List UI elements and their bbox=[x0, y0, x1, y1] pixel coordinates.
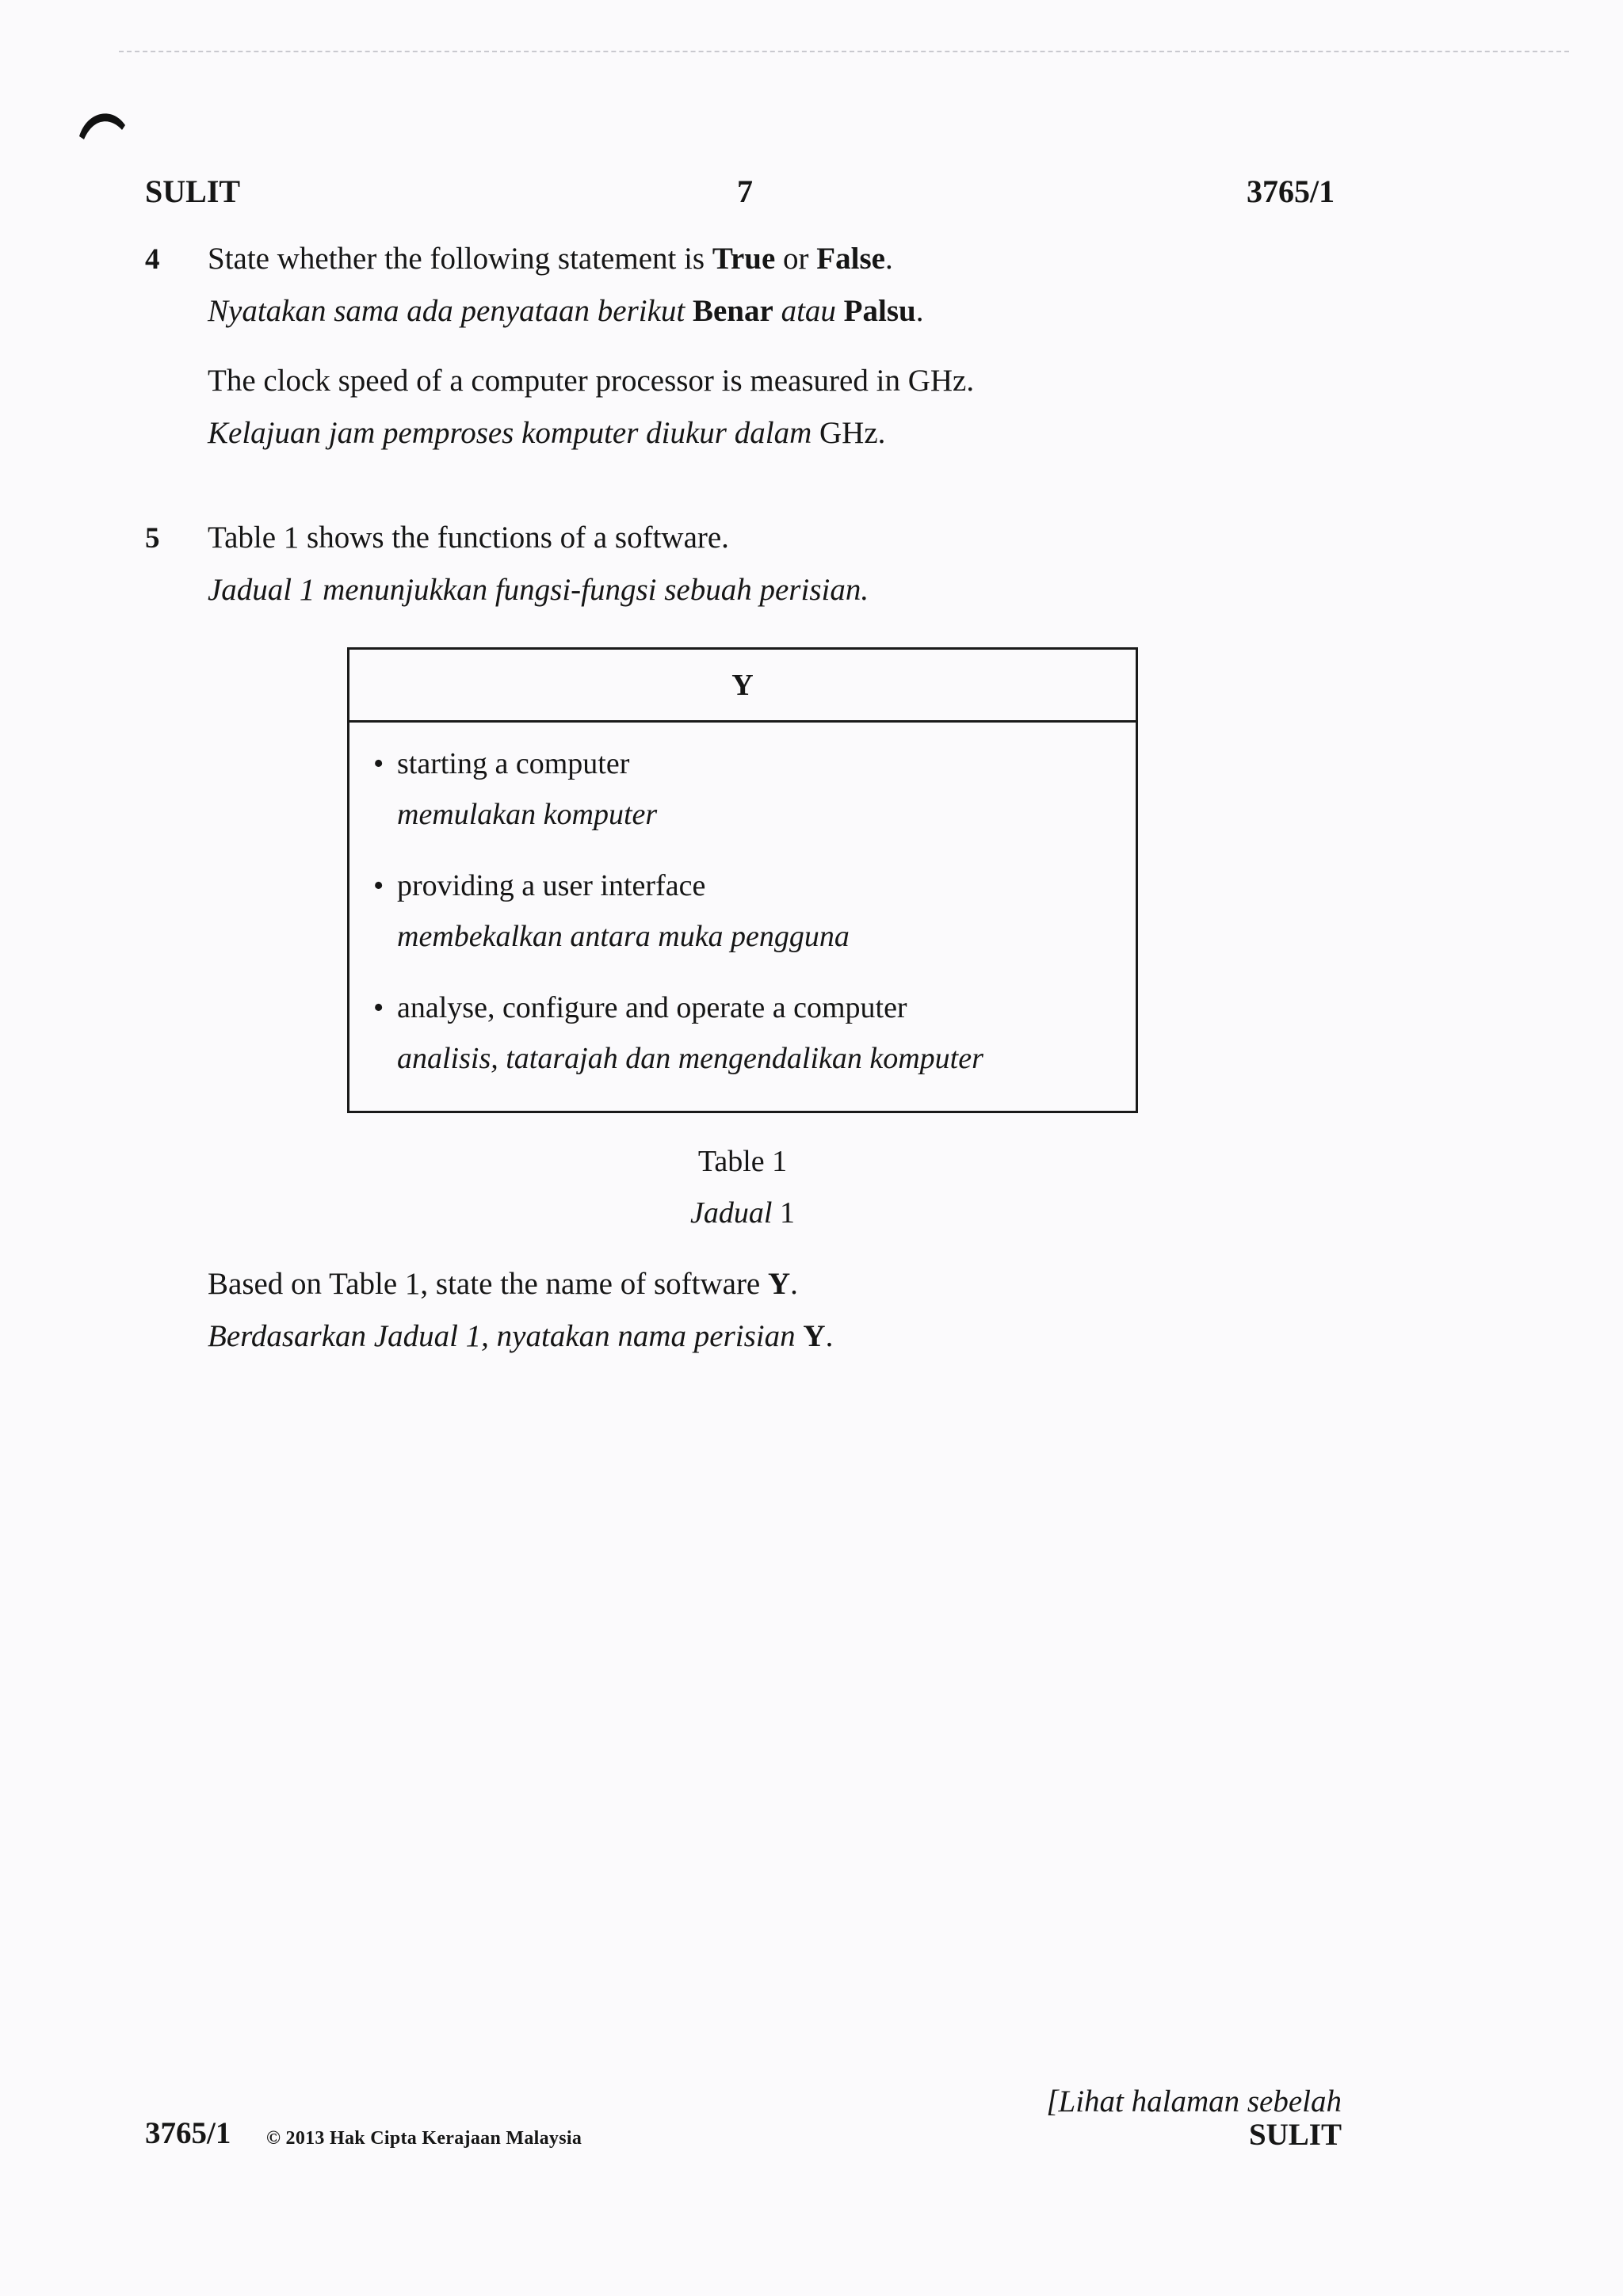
page-number: 7 bbox=[737, 174, 753, 209]
question-5-prompt-ms: Berdasarkan Jadual 1, nyatakan nama perisian Y. bbox=[208, 1319, 834, 1353]
question-5-intro-en: Table 1 shows the functions of a software. bbox=[208, 521, 729, 555]
table-item: • providing a user interface membekalkan antara muka pengguna bbox=[373, 869, 850, 953]
palsu-word: Palsu bbox=[843, 294, 916, 328]
question-4-statement-ms: Kelajuan jam pemproses komputer diukur dalam GHz. bbox=[208, 416, 886, 450]
copyright-notice: © 2013 Hak Cipta Kerajaan Malaysia bbox=[266, 2128, 582, 2149]
question-5-prompt-en: Based on Table 1, state the name of software Y. bbox=[208, 1267, 798, 1301]
next-page-note: [Lihat halaman sebelah bbox=[1046, 2084, 1342, 2119]
bullet-icon: • bbox=[373, 869, 384, 902]
benar-word: Benar bbox=[692, 294, 773, 328]
footer-paper-code: 3765/1 bbox=[145, 2116, 231, 2150]
table-caption-ms: Jadual 1 bbox=[690, 1196, 795, 1230]
scan-edge-line bbox=[119, 51, 1569, 52]
header-sulit: SULIT bbox=[145, 174, 241, 209]
question-5-intro-ms: Jadual 1 menunjukkan fungsi-fungsi sebuah perisian. bbox=[208, 573, 869, 607]
question-5-number: 5 bbox=[145, 522, 160, 555]
table-caption-en: Table 1 bbox=[697, 1145, 788, 1178]
table-header-y: Y bbox=[349, 650, 1136, 723]
question-4-instruction-en: State whether the following statement is True or False. bbox=[208, 242, 893, 276]
functions-table bbox=[347, 647, 1138, 1113]
bullet-icon: • bbox=[373, 747, 384, 780]
footer-sulit: SULIT bbox=[1248, 2118, 1342, 2152]
scan-artifact-mark bbox=[78, 105, 127, 143]
question-4-number: 4 bbox=[145, 243, 160, 276]
question-4-statement-en: The clock speed of a computer processor is measured in GHz. bbox=[208, 364, 975, 398]
table-item: • starting a computer memulakan komputer bbox=[373, 747, 658, 831]
false-word: False bbox=[816, 242, 885, 276]
question-4-instruction-ms: Nyatakan sama ada penyataan berikut Benar atau Palsu. bbox=[208, 294, 924, 328]
bullet-icon: • bbox=[373, 991, 384, 1024]
table-item: • analyse, configure and operate a computer analisis, tatarajah dan mengendalikan komputer bbox=[373, 991, 983, 1075]
true-word: True bbox=[712, 242, 776, 276]
paper-code: 3765/1 bbox=[1247, 174, 1335, 209]
